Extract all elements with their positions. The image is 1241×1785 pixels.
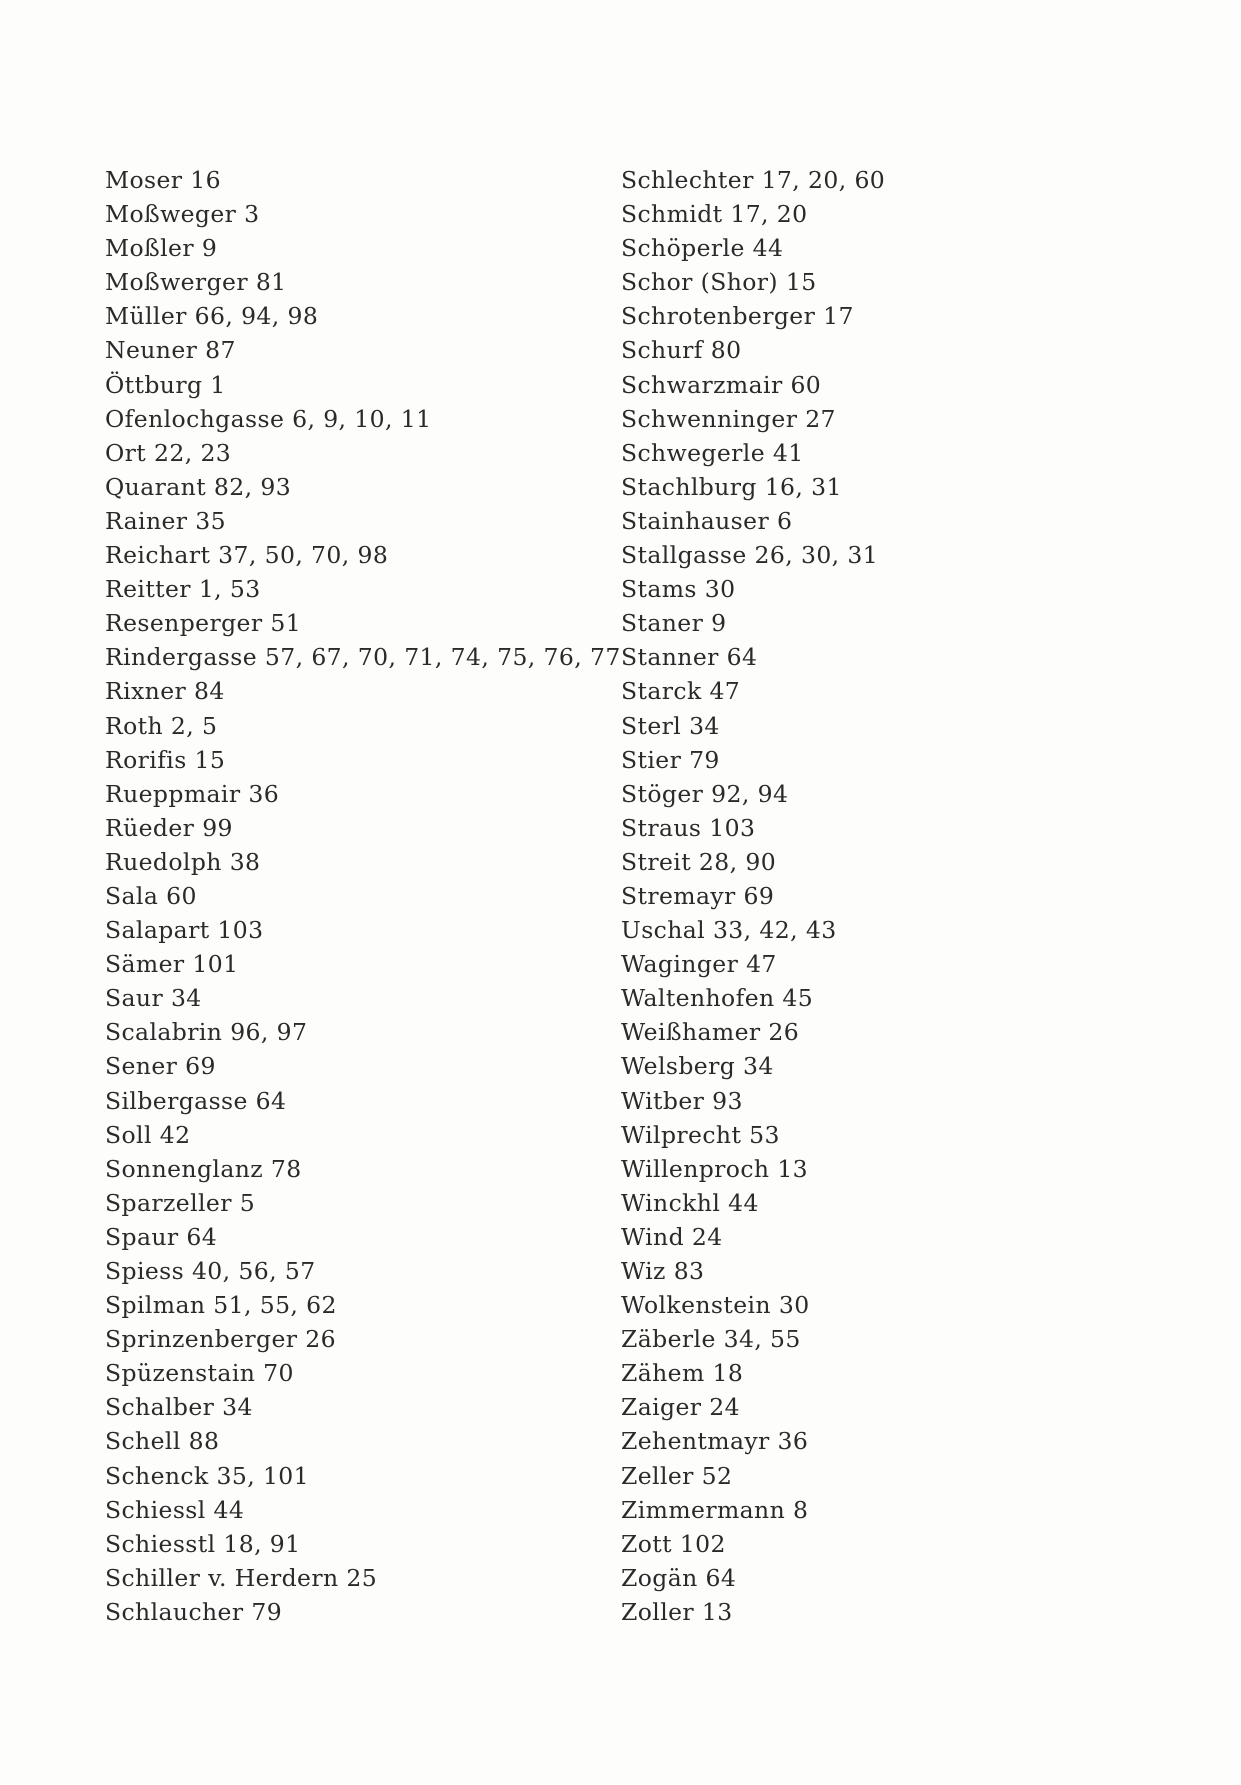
index-entry: Zäberle 34, 55 <box>621 1325 801 1354</box>
index-entry: Winckhl 44 <box>621 1188 759 1217</box>
index-entry: Schiller v. Herdern 25 <box>105 1563 378 1592</box>
index-entry: Willenproch 13 <box>621 1154 809 1183</box>
index-entry: Resenperger 51 <box>105 609 302 638</box>
index-entry: Reitter 1, 53 <box>105 575 261 604</box>
index-entry: Rueppmair 36 <box>105 779 280 808</box>
index-entry: Rixner 84 <box>105 677 225 706</box>
index-entry: Silbergasse 64 <box>105 1086 287 1115</box>
index-entry: Neuner 87 <box>105 336 236 365</box>
index-entry: Sener 69 <box>105 1052 216 1081</box>
index-entry: Spüzenstain 70 <box>105 1359 294 1388</box>
index-entry: Schmidt 17, 20 <box>621 200 808 229</box>
index-entry: Schenck 35, 101 <box>105 1461 310 1490</box>
index-entry: Schöperle 44 <box>621 234 784 263</box>
index-entry: Zott 102 <box>621 1529 726 1558</box>
index-entry: Zehentmayr 36 <box>621 1427 809 1456</box>
index-entry: Starck 47 <box>621 677 741 706</box>
index-entry: Wolkenstein 30 <box>621 1291 810 1320</box>
index-entry: Öttburg 1 <box>105 370 226 399</box>
index-entry: Sparzeller 5 <box>105 1188 256 1217</box>
index-entry: Reichart 37, 50, 70, 98 <box>105 541 389 570</box>
index-entry: Stöger 92, 94 <box>621 779 789 808</box>
index-entry: Zogän 64 <box>621 1563 737 1592</box>
index-entry: Schwegerle 41 <box>621 438 804 467</box>
index-entry: Wiz 83 <box>621 1257 705 1285</box>
index-entry: Rüeder 99 <box>105 813 233 842</box>
index-entry: Schalber 34 <box>105 1393 253 1422</box>
index-entry: Uschal 33, 42, 43 <box>621 916 837 945</box>
index-entry: Spaur 64 <box>105 1222 218 1251</box>
index-entry: Rainer 35 <box>105 506 227 535</box>
index-entry: Sala 60 <box>105 881 197 910</box>
index-entry: Sterl 34 <box>621 711 720 740</box>
index-entry: Schiessl 44 <box>105 1495 245 1524</box>
index-entry: Zähem 18 <box>621 1359 744 1388</box>
index-entry: Stachlburg 16, 31 <box>621 472 842 501</box>
index-entry: Müller 66, 94, 98 <box>105 302 319 331</box>
index-entry: Scalabrin 96, 97 <box>105 1018 308 1047</box>
index-entry: Schurf 80 <box>621 336 742 365</box>
index-entry: Spiess 40, 56, 57 <box>105 1257 316 1285</box>
index-entry: Moßwerger 81 <box>105 268 287 297</box>
index-entry: Soll 42 <box>105 1120 191 1149</box>
index-entry: Saur 34 <box>105 984 202 1013</box>
index-entry: Stanner 64 <box>621 643 758 672</box>
index-entry: Ruedolph 38 <box>105 847 261 876</box>
index-entry: Ofenlochgasse 6, 9, 10, 11 <box>105 404 432 433</box>
index-entry: Weißhamer 26 <box>621 1018 800 1047</box>
index-entry: Sonnenglanz 78 <box>105 1154 302 1183</box>
index-entry: Quarant 82, 93 <box>105 472 292 501</box>
index-entry: Schwarzmair 60 <box>621 370 822 399</box>
index-entry: Schrotenberger 17 <box>621 302 854 331</box>
index-entry: Sprinzenberger 26 <box>105 1325 336 1354</box>
index-entry: Stremayr 69 <box>621 881 775 910</box>
index-column-right <box>621 163 885 1629</box>
index-entry: Moßler 9 <box>105 234 218 263</box>
index-entry: Salapart 103 <box>105 916 264 945</box>
index-entry: Stainhauser 6 <box>621 506 793 535</box>
index-entry: Schor (Shor) 15 <box>621 268 817 297</box>
index-entry: Waltenhofen 45 <box>621 984 814 1013</box>
index-entry: Spilman 51, 55, 62 <box>105 1291 337 1320</box>
index-entry: Zaiger 24 <box>621 1393 741 1422</box>
index-entry: Zeller 52 <box>621 1461 733 1490</box>
index-entry: Staner 9 <box>621 609 727 638</box>
index-entry: Rindergasse 57, 67, 70, 71, 74, 75, 76, 77 <box>105 643 621 672</box>
index-entry: Welsberg 34 <box>621 1052 774 1081</box>
index-entry: Sämer 101 <box>105 950 239 979</box>
index-entry: Wind 24 <box>621 1222 723 1251</box>
index-entry: Straus 103 <box>621 813 756 842</box>
index-entry: Schell 88 <box>105 1427 220 1456</box>
index-entry: Wilprecht 53 <box>621 1120 780 1149</box>
index-entry: Schlaucher 79 <box>105 1597 283 1626</box>
index-entry: Zoller 13 <box>621 1597 733 1626</box>
index-entry: Schlechter 17, 20, 60 <box>621 166 886 194</box>
index-entry: Schwenninger 27 <box>621 404 836 433</box>
index-entry: Stier 79 <box>621 745 720 774</box>
index-column-left <box>105 163 621 1629</box>
index-entry: Rorifis 15 <box>105 745 226 774</box>
index-entry: Waginger 47 <box>621 950 777 979</box>
index-entry: Witber 93 <box>621 1086 743 1115</box>
index-entry: Schiesstl 18, 91 <box>105 1529 301 1558</box>
index-entry: Streit 28, 90 <box>621 847 777 876</box>
index-entry: Ort 22, 23 <box>105 438 232 467</box>
index-entry: Moßweger 3 <box>105 200 260 229</box>
index-entry: Stallgasse 26, 30, 31 <box>621 541 879 570</box>
index-entry: Zimmermann 8 <box>621 1495 809 1524</box>
index-entry: Moser 16 <box>105 166 221 194</box>
index-entry: Roth 2, 5 <box>105 711 218 740</box>
index-entry: Stams 30 <box>621 575 736 604</box>
